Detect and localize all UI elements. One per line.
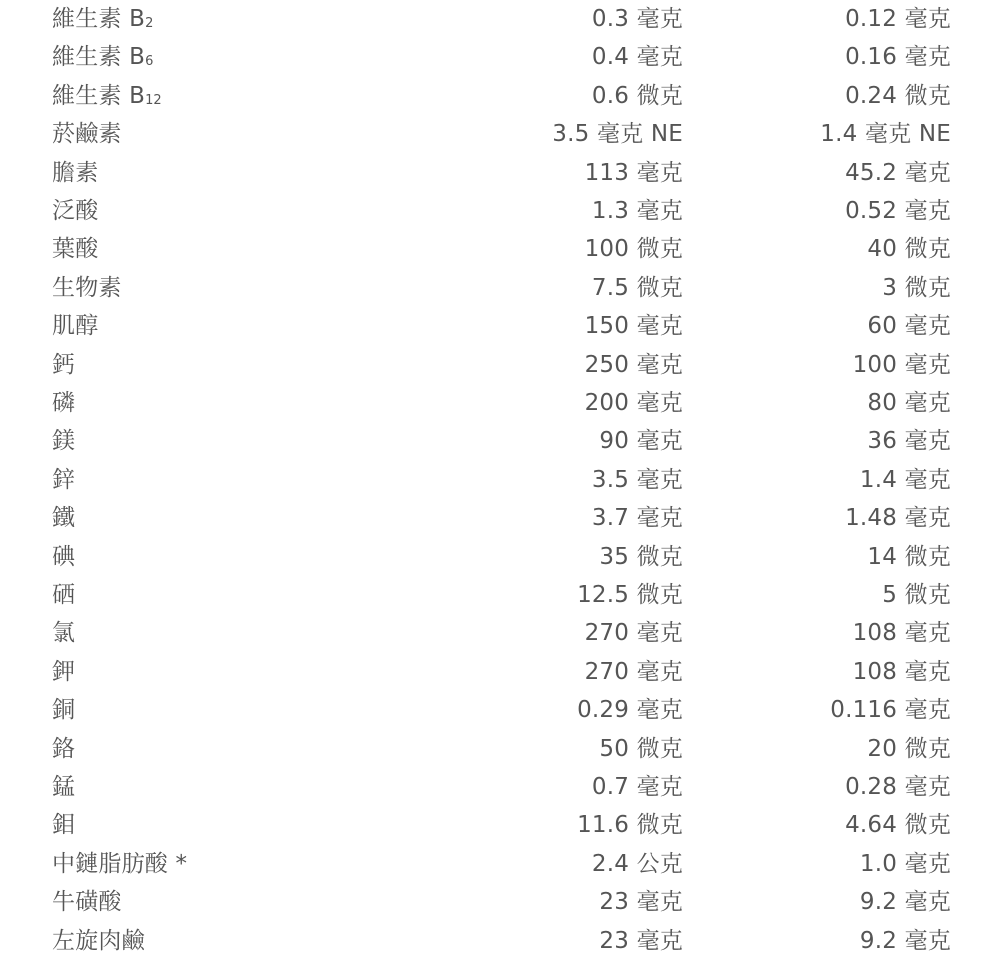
amount-per-serving: 5 微克 bbox=[882, 582, 951, 608]
nutrient-name-text: 肌醇 bbox=[52, 313, 99, 340]
amount-per-100g: 0.6 微克 bbox=[591, 82, 683, 109]
table-row bbox=[0, 730, 1000, 768]
amount-per-100g: 3.5 毫克 bbox=[591, 466, 683, 493]
table-row bbox=[0, 422, 1000, 460]
amount-per-serving: 20 微克 bbox=[867, 735, 951, 762]
nutrient-name bbox=[52, 115, 122, 153]
nutrient-name-text: 鈣 bbox=[52, 351, 76, 378]
amount-per-100g: 11.6 微克 bbox=[577, 812, 683, 839]
amount-per-100g: 0.29 毫克 bbox=[577, 697, 683, 724]
table-row bbox=[0, 269, 1000, 307]
amount-per-100g: 270 毫克 bbox=[584, 620, 683, 647]
amount-per-100g: 35 微克 bbox=[599, 543, 683, 570]
nutrient-name bbox=[52, 845, 187, 883]
amount-per-100g: 50 微克 bbox=[599, 735, 683, 762]
table-row bbox=[0, 922, 1000, 960]
amount-per-serving: 1.0 毫克 bbox=[859, 850, 951, 877]
nutrient-name-text: 牛磺酸 bbox=[52, 889, 122, 916]
nutrient-name-text: 膽素 bbox=[52, 159, 99, 186]
amount-per-serving: 45.2 毫克 bbox=[845, 159, 951, 186]
nutrient-name-subscript: 6 bbox=[145, 54, 154, 70]
table-row bbox=[0, 499, 1000, 537]
amount-per-100g: 23 毫克 bbox=[599, 927, 683, 954]
table-row bbox=[0, 461, 1000, 499]
nutrient-name bbox=[52, 346, 75, 384]
nutrient-name bbox=[52, 653, 75, 691]
nutrient-name bbox=[52, 883, 122, 921]
nutrient-name bbox=[52, 192, 98, 230]
amount-per-serving: 0.24 微克 bbox=[845, 82, 951, 109]
nutrient-name-text: 葉酸 bbox=[52, 236, 99, 263]
amount-per-serving: 0.16 毫克 bbox=[845, 44, 951, 71]
amount-per-serving: 14 微克 bbox=[867, 543, 951, 570]
amount-per-serving: 60 毫克 bbox=[867, 313, 951, 340]
table-row bbox=[0, 154, 1000, 192]
nutrient-name-text: 錳 bbox=[52, 774, 76, 800]
nutrient-name-text: 鋅 bbox=[52, 466, 76, 493]
table-row bbox=[0, 653, 1000, 691]
amount-per-serving: 36 毫克 bbox=[867, 428, 951, 455]
nutrient-name bbox=[52, 0, 153, 38]
nutrient-name-text: 菸鹼素 bbox=[52, 121, 122, 148]
amount-per-100g: 3.5 毫克 NE bbox=[552, 121, 683, 148]
nutrient-name bbox=[52, 461, 75, 499]
nutrient-name-subscript: 12 bbox=[145, 92, 162, 108]
amount-per-100g: 1.3 毫克 bbox=[591, 198, 683, 224]
nutrient-name-text: 生物素 bbox=[52, 274, 122, 301]
nutrient-name bbox=[52, 77, 162, 115]
amount-per-100g: 3.7 毫克 bbox=[591, 505, 683, 532]
table-row bbox=[0, 384, 1000, 422]
amount-per-100g: 7.5 微克 bbox=[591, 274, 683, 301]
amount-per-serving: 0.12 毫克 bbox=[845, 6, 951, 32]
amount-per-100g: 90 毫克 bbox=[599, 428, 683, 455]
amount-per-serving: 1.4 毫克 NE bbox=[820, 121, 951, 148]
amount-per-100g: 2.4 公克 bbox=[591, 850, 683, 877]
amount-per-serving: 4.64 微克 bbox=[845, 812, 951, 839]
nutrient-name-text: 鉀 bbox=[52, 658, 76, 685]
table-row bbox=[0, 576, 1000, 614]
amount-per-100g: 113 毫克 bbox=[584, 159, 683, 186]
nutrient-name-text: 維生素 B bbox=[52, 82, 146, 109]
table-row bbox=[0, 691, 1000, 729]
amount-per-100g: 12.5 微克 bbox=[577, 582, 683, 608]
amount-per-serving: 9.2 毫克 bbox=[859, 889, 951, 916]
table-row bbox=[0, 230, 1000, 268]
amount-per-100g: 270 毫克 bbox=[584, 658, 683, 685]
nutrient-name bbox=[52, 384, 75, 422]
nutrient-name bbox=[52, 730, 75, 768]
table-row bbox=[0, 307, 1000, 345]
nutrient-name-text: 中鏈脂肪酸 * bbox=[52, 850, 188, 877]
nutrient-name bbox=[52, 538, 75, 576]
nutrient-name-text: 鐵 bbox=[52, 505, 76, 532]
nutrient-name-text: 鎂 bbox=[52, 428, 76, 455]
nutrient-name-text: 磷 bbox=[52, 390, 76, 416]
nutrient-name bbox=[52, 691, 75, 729]
nutrient-name-text: 氯 bbox=[52, 620, 76, 647]
amount-per-serving: 40 微克 bbox=[867, 236, 951, 263]
nutrient-name-text: 左旋肉鹼 bbox=[52, 927, 145, 954]
nutrient-name-subscript: 2 bbox=[145, 16, 154, 31]
amount-per-serving: 9.2 毫克 bbox=[859, 927, 951, 954]
amount-per-100g: 200 毫克 bbox=[584, 390, 683, 416]
table-row bbox=[0, 77, 1000, 115]
table-row bbox=[0, 115, 1000, 153]
nutrient-name bbox=[52, 922, 145, 960]
nutrient-name bbox=[52, 806, 75, 844]
nutrient-name bbox=[52, 576, 75, 614]
amount-per-100g: 150 毫克 bbox=[584, 313, 683, 340]
table-row bbox=[0, 0, 1000, 38]
table-row bbox=[0, 346, 1000, 384]
table-row bbox=[0, 845, 1000, 883]
table-row bbox=[0, 538, 1000, 576]
table-row bbox=[0, 883, 1000, 921]
nutrient-name-text: 鉬 bbox=[52, 812, 76, 839]
amount-per-serving: 80 毫克 bbox=[867, 390, 951, 416]
nutrient-name bbox=[52, 38, 153, 76]
nutrient-name bbox=[52, 499, 75, 537]
nutrient-name bbox=[52, 768, 75, 806]
amount-per-serving: 0.116 毫克 bbox=[830, 697, 951, 724]
nutrient-name bbox=[52, 269, 122, 307]
nutrient-name bbox=[52, 614, 75, 652]
table-row bbox=[0, 614, 1000, 652]
nutrient-name-text: 碘 bbox=[52, 543, 76, 570]
nutrient-name-text: 鉻 bbox=[52, 735, 76, 762]
nutrient-name bbox=[52, 154, 98, 192]
amount-per-serving: 108 毫克 bbox=[852, 620, 951, 647]
amount-per-serving: 0.28 毫克 bbox=[845, 774, 951, 800]
amount-per-100g: 100 微克 bbox=[584, 236, 683, 263]
nutrient-name-text: 維生素 B bbox=[52, 44, 146, 71]
table-row bbox=[0, 192, 1000, 230]
amount-per-100g: 23 毫克 bbox=[599, 889, 683, 916]
nutrient-name-text: 維生素 B bbox=[52, 6, 146, 32]
table-row bbox=[0, 806, 1000, 844]
amount-per-100g: 250 毫克 bbox=[584, 351, 683, 378]
table-row bbox=[0, 38, 1000, 76]
table-row bbox=[0, 768, 1000, 806]
amount-per-serving: 3 微克 bbox=[882, 274, 951, 301]
amount-per-100g: 0.4 毫克 bbox=[591, 44, 683, 71]
nutrient-name-text: 泛酸 bbox=[52, 198, 99, 224]
amount-per-100g: 0.7 毫克 bbox=[591, 774, 683, 800]
nutrient-name bbox=[52, 307, 98, 345]
amount-per-serving: 1.48 毫克 bbox=[845, 505, 951, 532]
nutrient-name-text: 銅 bbox=[52, 697, 76, 724]
amount-per-100g: 0.3 毫克 bbox=[591, 6, 683, 32]
amount-per-serving: 1.4 毫克 bbox=[859, 466, 951, 493]
nutrient-name-text: 硒 bbox=[52, 582, 76, 608]
amount-per-serving: 100 毫克 bbox=[852, 351, 951, 378]
amount-per-serving: 108 毫克 bbox=[852, 658, 951, 685]
amount-per-serving: 0.52 毫克 bbox=[845, 198, 951, 224]
nutrient-name bbox=[52, 230, 98, 268]
nutrient-name bbox=[52, 422, 75, 460]
